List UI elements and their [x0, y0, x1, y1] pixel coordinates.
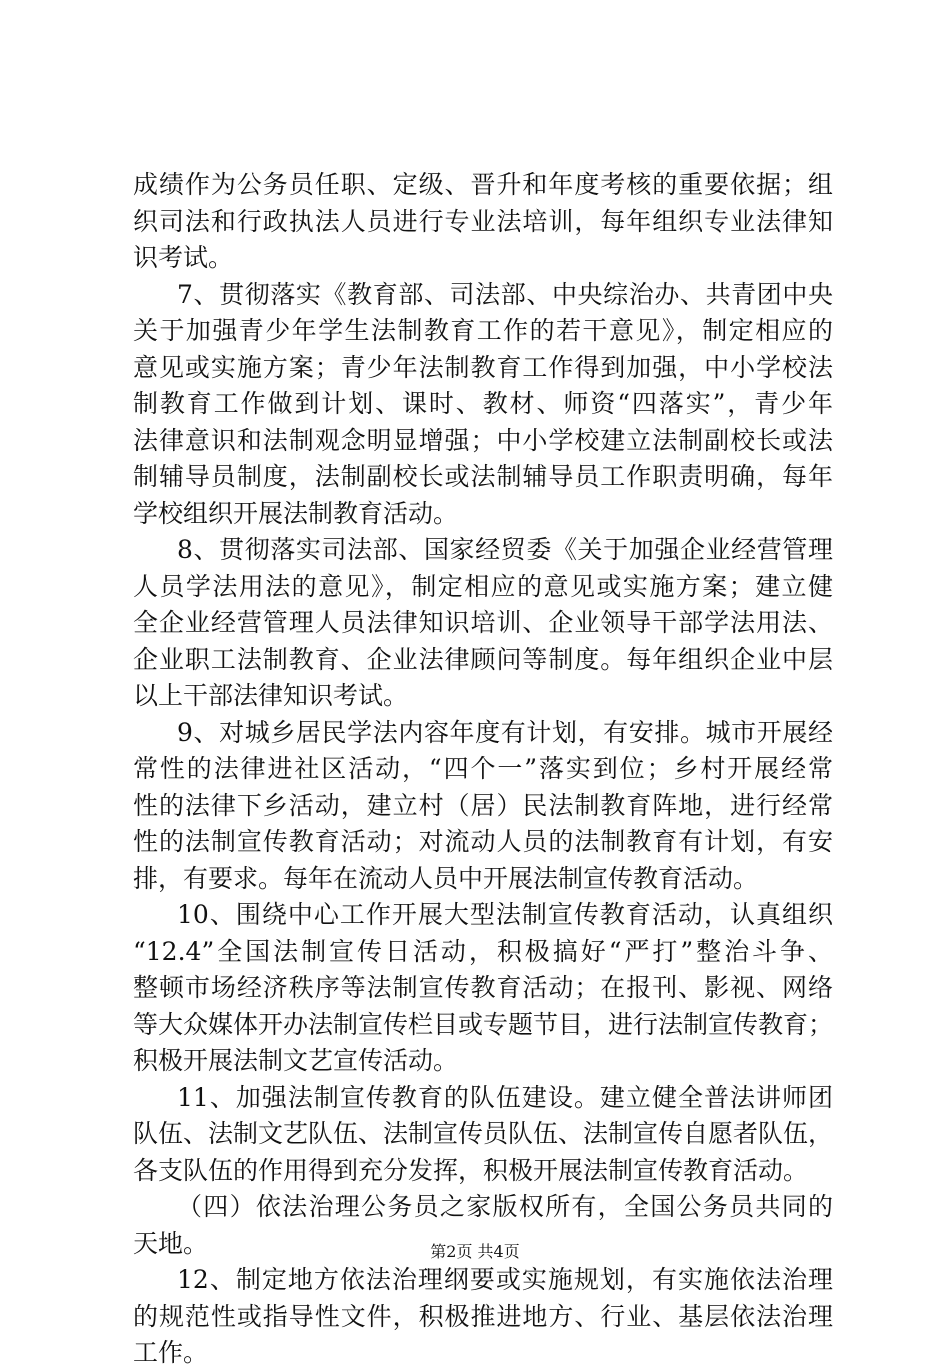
paragraph-line: 人员学法用法的意见》，制定相应的意见或实施方案；建立健 [133, 571, 833, 601]
paragraph-line: 意见或实施方案；青少年法制教育工作得到加强，中小学校法 [133, 352, 833, 382]
paragraph-line: 成绩作为公务员任职、定级、晋升和年度考核的重要依据；组 [133, 170, 833, 199]
paragraph-line: 织司法和行政执法人员进行专业法培训，每年组织专业法律知 [133, 206, 833, 236]
paragraph-line: 工作。 [133, 1338, 209, 1367]
paragraph-line: “12.4”全国法制宣传日活动，积极搞好“严打”整治斗争、 [133, 936, 833, 966]
paragraph-line: 排，有要求。每年在流动人员中开展法制宣传教育活动。 [133, 863, 759, 893]
paragraph-line: 识考试。 [133, 243, 234, 272]
paragraph-first-line: 9、对城乡居民学法内容年度有计划，有安排。城市开展经 [177, 717, 833, 747]
paragraph-line: 法律意识和法制观念明显增强；中小学校建立法制副校长或法 [133, 425, 833, 455]
paragraph-line: 整顿市场经济秩序等法制宣传教育活动；在报刊、影视、网络 [133, 973, 833, 1002]
paragraph-line: 全企业经营管理人员法律知识培训、企业领导干部学法用法、 [133, 608, 833, 637]
paragraph-line: 性的法律下乡活动，建立村（居）民法制教育阵地，进行经常 [133, 790, 833, 820]
paragraph-line: 各支队伍的作用得到充分发挥，积极开展法制宣传教育活动。 [133, 1155, 809, 1185]
paragraph-first-line: 12、制定地方依法治理纲要或实施规划，有实施依法治理 [177, 1265, 833, 1294]
paragraph-line: 以上干部法律知识考试。 [133, 681, 409, 710]
paragraph-line: 队伍、法制文艺队伍、法制宣传员队伍、法制宣传自愿者队伍， [133, 1119, 834, 1148]
paragraph-first-line: （四）依法治理公务员之家版权所有，全国公务员共同的 [177, 1192, 833, 1221]
paragraph-line: 性的法制宣传教育活动；对流动人员的法制教育有计划，有安 [133, 827, 833, 856]
paragraph-line: 的规范性或指导性文件，积极推进地方、行业、基层依法治理 [133, 1301, 833, 1331]
paragraph-line: 天地。 [133, 1228, 209, 1258]
paragraph-line: 制教育工作做到计划、课时、教材、师资“四落实”，青少年 [133, 389, 833, 418]
paragraph-line: 学校组织开展法制教育活动。 [133, 498, 459, 528]
paragraph-line: 关于加强青少年学生法制教育工作的若干意见》，制定相应的 [133, 316, 833, 345]
paragraph-line: 等大众媒体开办法制宣传栏目或专题节目，进行法制宣传教育； [133, 1009, 834, 1039]
paragraph-first-line: 11、加强法制宣传教育的队伍建设。建立健全普法讲师团 [177, 1082, 833, 1112]
paragraph-line: 企业职工法制教育、企业法律顾问等制度。每年组织企业中层 [133, 644, 833, 674]
paragraph-first-line: 7、贯彻落实《教育部、司法部、中央综治办、共青团中央 [177, 279, 833, 309]
paragraph-first-line: 10、围绕中心工作开展大型法制宣传教育活动，认真组织 [177, 900, 833, 929]
paragraph-first-line: 8、贯彻落实司法部、国家经贸委《关于加强企业经营管理 [177, 535, 833, 564]
paragraph-line: 制辅导员制度，法制副校长或法制辅导员工作职责明确，每年 [133, 462, 833, 491]
paragraph-line: 积极开展法制文艺宣传活动。 [133, 1046, 459, 1075]
paragraph-line: 常性的法律进社区活动，“四个一”落实到位；乡村开展经常 [133, 754, 833, 783]
page-footer: 第2页 共4页 [430, 1242, 520, 1261]
document-body [133, 167, 833, 1372]
